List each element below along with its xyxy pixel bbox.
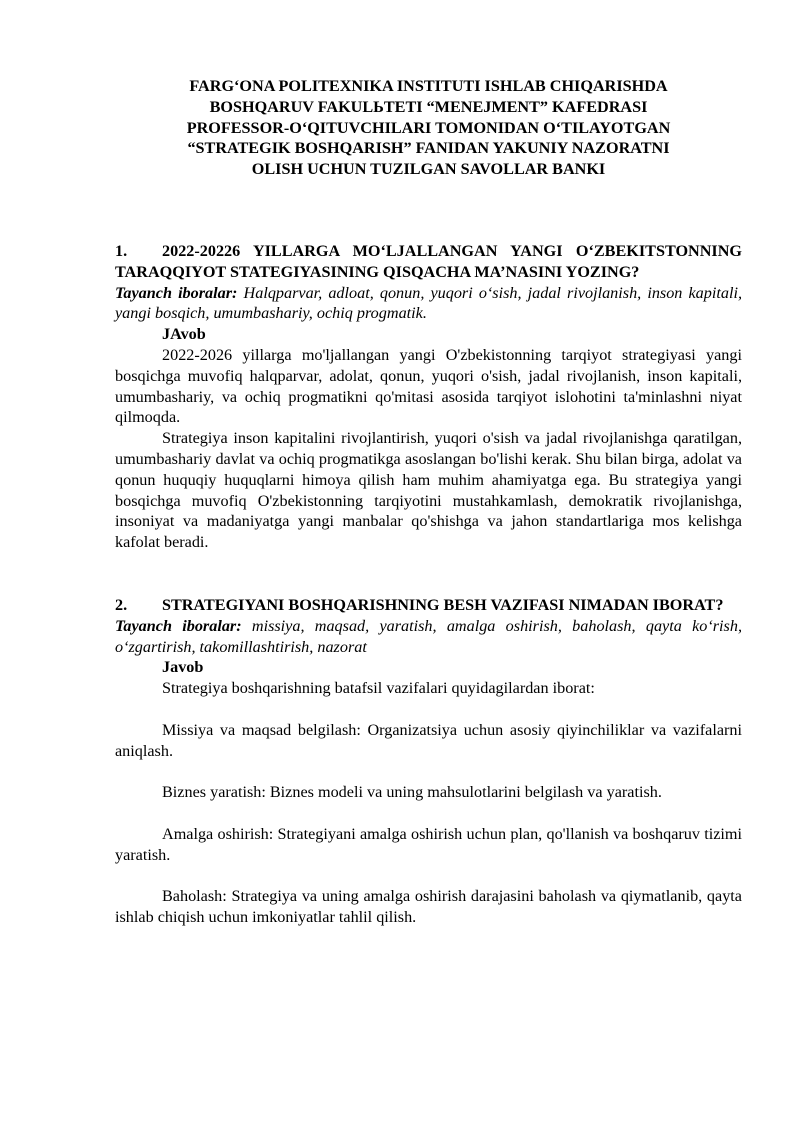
answer-paragraph: Strategiya inson kapitalini rivojlantirish, yuqori o'sish va jadal rivojlanishga qaratilgan, umumbashariy davlat va ochiq progmatikga asoslangan bo'lishi kerak. Shu bilan birga, adolat va qonun huquqiy huquqlarni himoya qilish ham muhim ahamiyatga ega. Bu strategiya yangi bosqichga muvofiq O'zbekistonning tarqiyotini mustahkamlash, demokratik rivojlanishga, insoniyat va madaniyatga yangi manbalar qo'shishga va jahon standartlariga mos kelishga kafolat beradi. xyxy=(115,429,742,552)
question-2-number: 2. xyxy=(115,595,128,614)
question-2-answer-label: Javob xyxy=(162,658,204,677)
answer-list-item: Baholash: Strategiya va uning amalga oshirish darajasini baholash va qiymatlanib, qayta ishlab chiqish uchun imkoniyatlar tahlil qilish. xyxy=(115,887,742,926)
keywords-label: Tayanch iboralar: xyxy=(115,283,238,302)
question-1-heading xyxy=(115,241,742,283)
question-1-answer-label: JAvob xyxy=(162,325,206,344)
question-2-text: STRATEGIYANI BOSHQARISHNING BESH VAZIFASI NIMADAN IBORAT? xyxy=(162,595,724,614)
question-1-text: 2022-20226 YILLARGA MO‘LJALLANGAN YANGI O‘ZBEKITSTONNING TARAQQIYOT STATEGIYASINING QISQACHA MA’NASINI YOZING? xyxy=(115,241,742,281)
answer-intro: Strategiya boshqarishning batafsil vazifalari quyidagilardan iborat: xyxy=(162,679,595,698)
title-line: PROFESSOR-O‘QITUVCHILARI TOMONIDAN O‘TILAYOTGAN xyxy=(186,118,671,137)
question-2-heading xyxy=(115,595,742,616)
title-line: “STRATEGIK BOSHQARISH” FANIDAN YAKUNIY NAZORATNI xyxy=(187,139,670,158)
title-line: OLISH UCHUN TUZILGAN SAVOLLAR BANKI xyxy=(251,160,606,179)
question-2-section xyxy=(115,595,742,928)
keywords-text: Halqparvar, adloat, qonun, yuqori o‘sish, jadal rivojlanish, inson kapitali, yangi bosqich, umumbashariy, ochiq progmatik. xyxy=(115,283,742,323)
document-title xyxy=(115,76,742,180)
answer-list-item: Biznes yaratish: Biznes modeli va uning mahsulotlarini belgilash va yaratish. xyxy=(162,783,662,802)
answer-paragraph: 2022-2026 yillarga mo'ljallangan yangi O'zbekistonning tarqiyot strategiyasi yangi bosqichga muvofiq halqparvar, adolat, qonun, yuqori o'sish, jadal rivojlanish, inson kapitali, umumbashariy, va ochiq progmatikni qo'mitasi asosida tarqiyot islohotini ta'minlashni niyat qilmoqda. xyxy=(115,345,742,427)
question-2-keywords xyxy=(115,616,742,658)
document-page xyxy=(115,76,742,928)
keywords-label: Tayanch iboralar: xyxy=(115,616,242,635)
question-1-keywords xyxy=(115,283,742,325)
question-1-section xyxy=(115,241,742,553)
title-line: FARG‘ONA POLITEXNIKA INSTITUTI ISHLAB CHIQARISHDA xyxy=(189,77,668,95)
question-1-number: 1. xyxy=(115,241,128,260)
keywords-text: missiya, maqsad, yaratish, amalga oshirish, baholash, qayta ko‘rish, o‘zgartirish, takomillashtirish, nazorat xyxy=(115,616,742,656)
title-line: BOSHQARUV FAKULЬTETI “MENEJMENT” KAFEDRASI xyxy=(209,97,648,116)
answer-list-item: Missiya va maqsad belgilash: Organizatsiya uchun asosiy qiyinchiliklar va vazifalarni aniqlash. xyxy=(115,720,742,760)
answer-list-item: Amalga oshirish: Strategiyani amalga oshirish uchun plan, qo'llanish va boshqaruv tizimi yaratish. xyxy=(115,824,742,864)
